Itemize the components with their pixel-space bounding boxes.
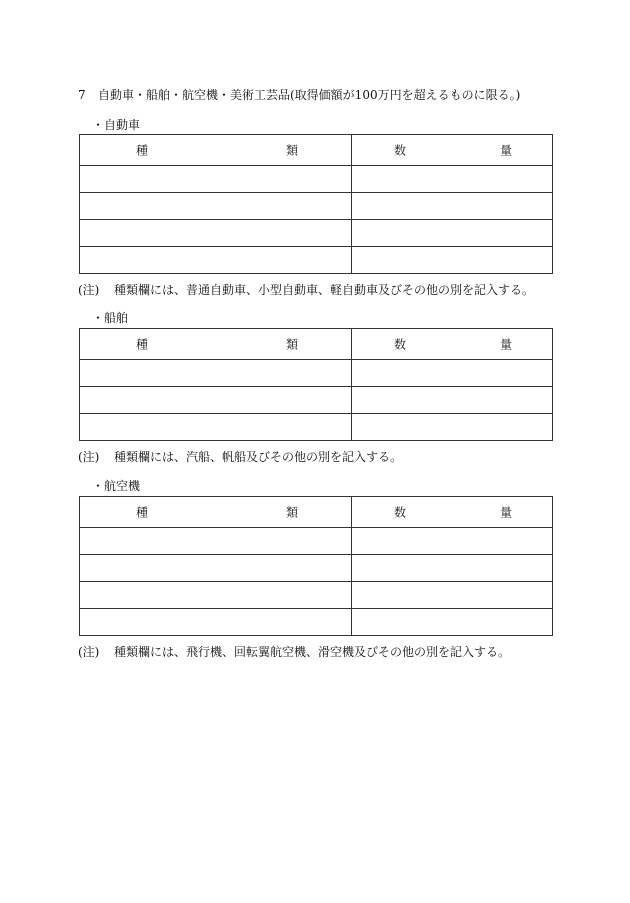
quantity-header: 数 量 [352,329,553,360]
note-text: 種類欄には、飛行機、回転翼航空機、滑空機及びその他の別を記入する。 [114,645,511,659]
table-row [80,193,553,220]
kind-cell[interactable] [80,247,352,274]
table-row [80,555,553,582]
kind-cell[interactable] [80,220,352,247]
kind-cell[interactable] [80,387,352,414]
kind-header: 種 類 [80,135,352,166]
quantity-cell[interactable] [352,193,553,220]
table-row [80,414,553,441]
ship-note [78,448,402,465]
kind-cell[interactable] [80,555,352,582]
table-row [80,387,553,414]
table-row [80,247,553,274]
automobile-note [78,281,534,298]
aircraft-subtitle: ・航空機 [92,479,141,493]
table-header-row [80,497,553,528]
kind-header: 種 類 [80,497,352,528]
kind-cell[interactable] [80,360,352,387]
automobile-table [79,134,553,274]
quantity-header: 数 量 [352,497,553,528]
quantity-cell[interactable] [352,166,553,193]
kind-cell[interactable] [80,414,352,441]
quantity-cell[interactable] [352,582,553,609]
note-text: 種類欄には、普通自動車、小型自動車、軽自動車及びその他の別を記入する。 [114,283,535,297]
quantity-cell[interactable] [352,387,553,414]
quantity-cell[interactable] [352,220,553,247]
kind-cell[interactable] [80,193,352,220]
quantity-cell[interactable] [352,247,553,274]
note-text: 種類欄には、汽船、帆船及びその他の別を記入する。 [114,450,403,464]
quantity-cell[interactable] [352,555,553,582]
note-label: (注) [78,645,100,659]
section-number: 7 [78,88,86,102]
quantity-cell[interactable] [352,528,553,555]
table-row [80,582,553,609]
section-title-text: 自動車・船舶・航空機・美術工芸品(取得価額が100万円を超えるものに限る。) [98,88,521,102]
table-header-row [80,135,553,166]
table-header-row [80,329,553,360]
note-label: (注) [78,283,100,297]
quantity-header: 数 量 [352,135,553,166]
kind-cell[interactable] [80,582,352,609]
kind-cell[interactable] [80,166,352,193]
ship-subtitle: ・船舶 [92,311,129,325]
aircraft-table [79,496,553,636]
table-row [80,220,553,247]
quantity-cell[interactable] [352,360,553,387]
table-row [80,609,553,636]
table-row [80,166,553,193]
quantity-cell[interactable] [352,414,553,441]
aircraft-note [78,643,510,660]
kind-header: 種 類 [80,329,352,360]
kind-cell[interactable] [80,609,352,636]
table-row [80,528,553,555]
table-row [80,360,553,387]
automobile-subtitle: ・自動車 [92,118,141,132]
note-label: (注) [78,450,100,464]
quantity-cell[interactable] [352,609,553,636]
kind-cell[interactable] [80,528,352,555]
section-heading [78,86,520,103]
ship-table [79,328,553,441]
